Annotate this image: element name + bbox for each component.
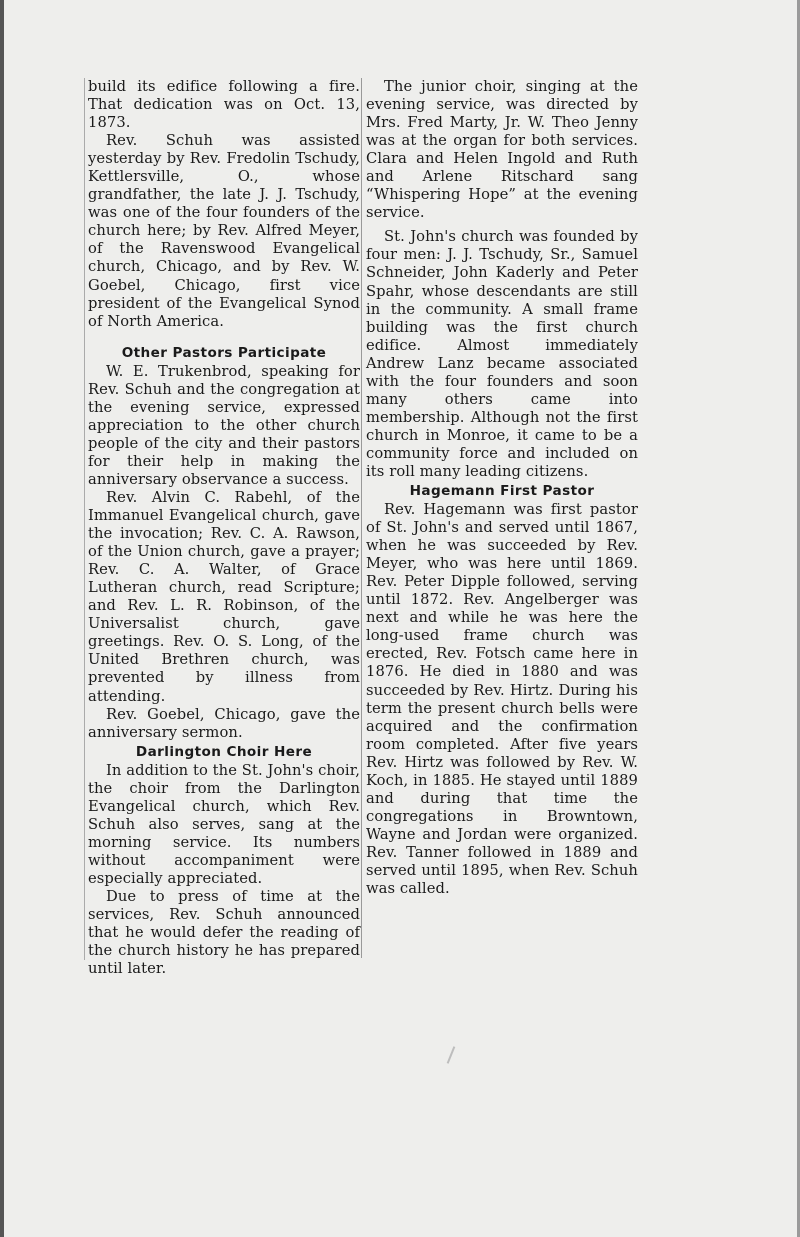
paragraph: St. John's church was founded by four men: J. J. Tschudy, Sr., Samuel Schneider, John Kaderly and Peter Spahr, whose descendants are still in the community. A small frame building was the first church edifice. Almost immediately Andrew Lanz became associated with the four founders and soon many others came into membership. Although not the first church in Monroe, it came to be a community force and included on its roll many leading citizens. [366,228,638,480]
newspaper-clipping [84,78,638,978]
paragraph: W. E. Trukenbrod, speaking for Rev. Schuh and the congregation at the evening service, expressed appreciation to the other church people of the city and their pastors for their help in making the anniversary observance a success. [88,362,360,488]
left-column [88,78,360,978]
right-column [366,78,638,898]
section-heading: Other Pastors Participate [121,344,327,361]
paragraph: build its edifice following a fire. That dedication was on Oct. 13, 1873. [88,78,360,132]
paragraph: In addition to the St. John's choir, the choir from the Darlington Evangelical church, which Rev. Schuh also serves, sang at the morning service. Its numbers without accompaniment were especially appreciated. [88,761,360,887]
pencil-mark [447,1046,456,1063]
column-divider [361,78,362,958]
paragraph: Rev. Goebel, Chicago, gave the anniversary sermon. [88,705,360,741]
section-heading: Darlington Choir Here [135,743,313,760]
clipping-edge [84,78,85,960]
paragraph: Due to press of time at the services, Rev. Schuh announced that he would defer the reading of the church history he has prepared until later. [88,887,360,978]
section-heading: Hagemann First Pastor [409,483,595,500]
paragraph: The junior choir, singing at the evening service, was directed by Mrs. Fred Marty, Jr. W. Theo Jenny was at the organ for both services. Clara and Helen Ingold and Ruth and Arlene Ritschard sang “Whispering Hope” at the evening service. [366,78,638,222]
scan-border-left [0,0,4,1237]
paragraph: Rev. Alvin C. Rabehl, of the Immanuel Evangelical church, gave the invocation; Rev. C. A. Rawson, of the Union church, gave a prayer; Rev. C. A. Walter, of Grace Lutheran church, read Scripture; and Rev. L. R. Robinson, of the Universalist church, gave greetings. Rev. O. S. Long, of the United Brethren church, was prevented by illness from attending. [88,488,360,705]
paragraph: Rev. Schuh was assisted yesterday by Rev. Fredolin Tschudy, Kettlersville, O., whose grandfather, the late J. J. Tschudy, was one of the four founders of the church here; by Rev. Alfred Meyer, of the Ravenswood Evangelical church, Chicago, and by Rev. W. Goebel, Chicago, first vice president of the Evangelical Synod of North America. [88,132,360,330]
paragraph: Rev. Hagemann was first pastor of St. John's and served until 1867, when he was succeeded by Rev. Meyer, who was here until 1869. Rev. Peter Dipple followed, serving until 1872. Rev. Angelberger was next and while he was here the long-used frame church was erected, Rev. Fotsch came here in 1876. He died in 1880 and was succeeded by Rev. Hirtz. During his term the present church bells were acquired and the confirmation room completed. After five years Rev. Hirtz was followed by Rev. W. Koch, in 1885. He stayed until 1889 and during that time the congregations in Browntown, Wayne and Jordan were organized. Rev. Tanner followed in 1889 and served until 1895, when Rev. Schuh was called. [366,501,638,898]
